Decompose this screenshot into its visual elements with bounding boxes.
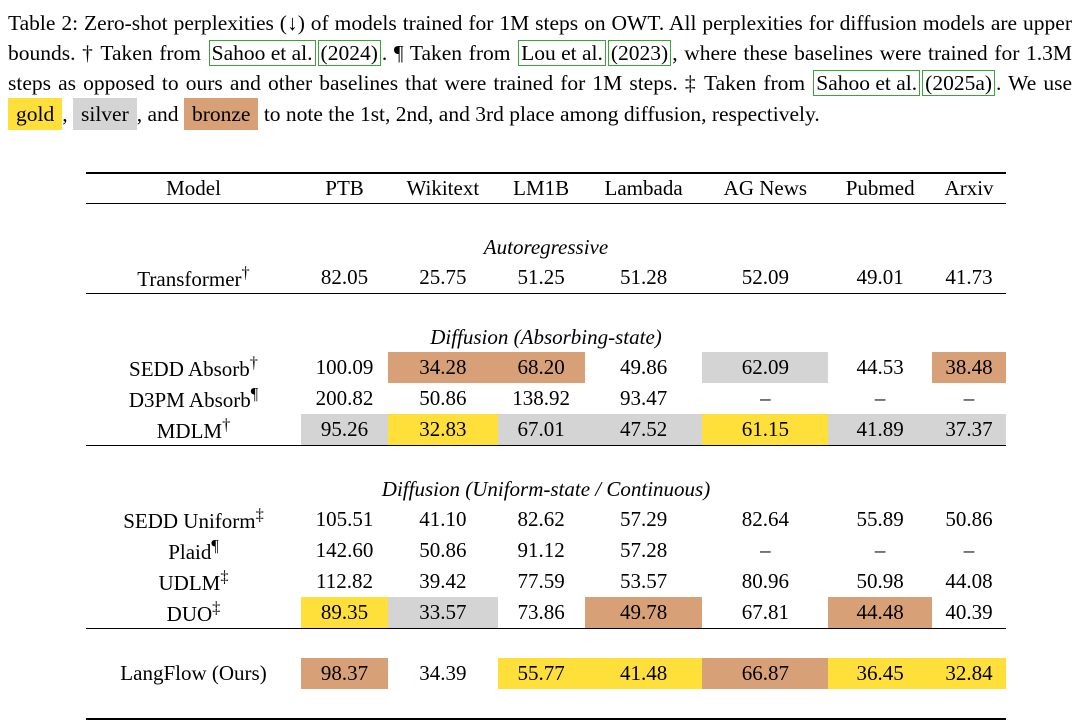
model-name-cell: Plaid¶	[168, 536, 219, 564]
metric-value-gold: 32.83	[388, 414, 498, 445]
metric-cell	[388, 597, 498, 629]
metric-cell	[828, 383, 932, 414]
metric-cell	[828, 535, 932, 566]
metric-value: –	[963, 538, 975, 562]
legend-bronze: bronze	[184, 98, 259, 130]
footnote-marker: ¶	[211, 536, 219, 555]
bottom-rule-cell	[388, 689, 498, 719]
metric-value: 53.57	[619, 569, 668, 593]
metric-value: –	[760, 386, 771, 410]
metric-value: 105.51	[315, 507, 374, 531]
metric-value: 50.86	[419, 386, 467, 410]
metric-cell	[702, 383, 828, 414]
column-header-wikitext: Wikitext	[388, 173, 498, 204]
metric-value-bronze: 38.48	[932, 352, 1006, 383]
separator-cell	[388, 446, 498, 476]
model-name-cell: SEDD Absorb†	[129, 353, 258, 381]
metric-value: 142.60	[315, 538, 374, 562]
metric-cell	[828, 414, 932, 446]
metric-cell	[585, 383, 703, 414]
separator-cell	[932, 294, 1006, 324]
metric-value-silver: 62.09	[702, 352, 828, 383]
metric-value: 82.64	[741, 507, 789, 531]
metric-value: 80.96	[741, 569, 789, 593]
metric-value-gold: 32.84	[932, 658, 1006, 689]
metric-cell	[301, 597, 388, 629]
metric-cell	[702, 566, 828, 597]
metric-cell	[388, 262, 498, 294]
table-row	[86, 535, 1006, 566]
metric-value: 138.92	[512, 386, 571, 410]
bottom-rule-cell	[828, 689, 932, 719]
column-header-arxiv: Arxiv	[932, 173, 1006, 204]
metric-cell	[932, 535, 1006, 566]
metric-value: 82.05	[320, 265, 369, 289]
table-group-separator	[86, 204, 1006, 234]
model-name-cell: Transformer†	[137, 263, 250, 291]
metric-cell	[498, 383, 585, 414]
separator-cell	[702, 294, 828, 324]
metric-value: 55.89	[856, 507, 904, 531]
table-row	[86, 262, 1006, 294]
table-head	[86, 173, 1006, 204]
metric-cell	[301, 658, 388, 689]
metric-cell	[585, 414, 703, 446]
metric-value: 73.86	[517, 600, 565, 624]
metric-value-silver: 67.01	[498, 414, 585, 445]
caption-text-3: , where these baselines were trained for 1.3M steps as opposed to ours and other baselines that were trained for 1M steps. ‡ Taken from	[8, 41, 1072, 95]
model-name-cell: SEDD Uniform‡	[123, 505, 264, 533]
metric-value-bronze: 68.20	[498, 352, 585, 383]
results-table-container	[86, 172, 1006, 720]
metric-cell	[388, 535, 498, 566]
separator-cell	[86, 446, 301, 476]
metric-cell	[498, 535, 585, 566]
citation-year-2025a[interactable]	[922, 70, 995, 96]
table-group-separator	[86, 629, 1006, 659]
bottom-rule-cell	[702, 689, 828, 719]
group-label: Diffusion (Uniform-state / Continuous)	[381, 477, 711, 501]
model-name-cell: MDLM†	[156, 415, 231, 443]
metric-cell	[498, 566, 585, 597]
metric-cell	[301, 566, 388, 597]
separator-cell	[498, 204, 585, 234]
separator-cell	[828, 629, 932, 659]
metric-cell	[702, 504, 828, 535]
bottom-rule-cell	[585, 689, 703, 719]
separator-cell	[301, 446, 388, 476]
table-caption	[0, 0, 1080, 130]
table-row	[86, 414, 1006, 446]
metric-cell	[388, 352, 498, 383]
metric-cell	[585, 597, 703, 629]
metric-cell	[702, 414, 828, 446]
metric-value: 44.53	[856, 355, 904, 379]
separator-cell	[498, 294, 585, 324]
metric-cell	[301, 352, 388, 383]
metric-cell	[932, 658, 1006, 689]
table-row	[86, 597, 1006, 629]
table-row	[86, 658, 1006, 689]
bottom-rule-cell	[932, 689, 1006, 719]
metric-value: –	[874, 538, 886, 562]
metric-value: 77.59	[517, 569, 565, 593]
bottom-rule-cell	[86, 689, 301, 719]
citation-year-text-1: (2024)	[320, 41, 378, 65]
footnote-marker: ‡	[220, 567, 229, 586]
table-row	[86, 504, 1006, 535]
metric-value-gold: 41.48	[585, 658, 703, 689]
metric-cell	[498, 414, 585, 446]
separator-cell	[388, 204, 498, 234]
metric-value: 40.39	[945, 600, 993, 624]
footnote-marker: ‡	[255, 505, 264, 524]
column-header-pubmed: Pubmed	[828, 173, 932, 204]
metric-cell	[585, 504, 703, 535]
table-row	[86, 383, 1006, 414]
bottom-rule-cell	[301, 689, 388, 719]
metric-value: 57.28	[619, 538, 668, 562]
metric-value-gold: 55.77	[498, 658, 585, 689]
metric-cell	[585, 658, 703, 689]
separator-cell	[86, 629, 301, 659]
metric-value: 200.82	[315, 386, 374, 410]
table-row	[86, 566, 1006, 597]
metric-value-silver: 33.57	[388, 597, 498, 628]
citation-lou-2023[interactable]	[518, 40, 606, 66]
caption-text-5: ,	[62, 102, 68, 126]
table-row	[86, 352, 1006, 383]
results-table	[86, 172, 1006, 720]
metric-cell	[388, 658, 498, 689]
metric-value-silver: 37.37	[932, 414, 1006, 445]
metric-cell	[585, 262, 703, 294]
metric-value-bronze: 44.48	[828, 597, 932, 628]
metric-value: 50.86	[945, 507, 993, 531]
metric-value: 41.10	[419, 507, 467, 531]
metric-value: 93.47	[619, 386, 668, 410]
metric-cell	[301, 504, 388, 535]
metric-value-silver: 41.89	[828, 414, 932, 445]
separator-cell	[828, 204, 932, 234]
metric-cell	[932, 504, 1006, 535]
citation-author-1: Sahoo et al.	[211, 41, 313, 65]
legend-silver: silver	[73, 98, 137, 130]
bottom-rule-cell	[498, 689, 585, 719]
column-header-lambada: Lambada	[585, 173, 703, 204]
metric-value: 100.09	[315, 355, 374, 379]
footnote-marker: †	[241, 263, 250, 282]
metric-cell	[702, 658, 828, 689]
metric-cell	[301, 414, 388, 446]
metric-value: 67.81	[741, 600, 789, 624]
group-label: Diffusion (Absorbing-state)	[430, 325, 662, 349]
caption-text-1: Zero-shot perplexities (↓) of models trained for 1M steps on OWT. All perplexities for diffusion models are upper bounds. † Taken from	[8, 11, 1072, 65]
metric-value-bronze: 66.87	[702, 658, 828, 689]
metric-value-bronze: 49.78	[585, 597, 703, 628]
metric-cell	[498, 597, 585, 629]
citation-sahoo-2024[interactable]	[209, 40, 316, 66]
metric-cell	[702, 262, 828, 294]
separator-cell	[932, 446, 1006, 476]
footnote-marker: ‡	[212, 598, 221, 617]
metric-cell	[301, 535, 388, 566]
metric-value: 112.82	[316, 569, 374, 593]
metric-value: –	[963, 386, 975, 410]
metric-value: 39.42	[419, 569, 467, 593]
metric-value: 52.09	[741, 265, 789, 289]
model-name-cell: D3PM Absorb¶	[128, 384, 259, 412]
metric-value-bronze: 34.28	[388, 352, 498, 383]
citation-author-3: Sahoo et al.	[816, 71, 918, 95]
separator-cell	[585, 204, 703, 234]
metric-value-gold: 89.35	[301, 597, 388, 628]
table-bottom-rule	[86, 689, 1006, 719]
metric-cell	[388, 566, 498, 597]
separator-cell	[828, 294, 932, 324]
caption-text-2: . ¶ Taken from	[381, 41, 511, 65]
separator-cell	[301, 629, 388, 659]
metric-value: –	[760, 538, 771, 562]
metric-value: 49.01	[856, 265, 904, 289]
metric-cell	[932, 597, 1006, 629]
metric-value: 50.86	[419, 538, 467, 562]
separator-cell	[388, 294, 498, 324]
caption-text-4: . We use	[996, 71, 1072, 95]
table-header-row	[86, 173, 1006, 204]
separator-cell	[498, 446, 585, 476]
metric-value: 41.73	[945, 265, 993, 289]
table-group-separator	[86, 294, 1006, 324]
metric-cell	[388, 414, 498, 446]
metric-value: 49.86	[619, 355, 668, 379]
model-name-cell: LangFlow (Ours)	[120, 661, 267, 685]
separator-cell	[932, 204, 1006, 234]
citation-sahoo-2025a[interactable]	[813, 70, 920, 96]
separator-cell	[702, 204, 828, 234]
metric-value: 91.12	[517, 538, 565, 562]
metric-cell	[585, 352, 703, 383]
table-group-label-row	[86, 233, 1006, 262]
metric-cell	[932, 262, 1006, 294]
metric-value-gold: 61.15	[702, 414, 828, 445]
metric-value: 57.29	[619, 507, 668, 531]
citation-author-2: Lou et al.	[521, 41, 603, 65]
caption-text-6: , and	[136, 102, 179, 126]
table-group-separator	[86, 446, 1006, 476]
table-group-label-row	[86, 323, 1006, 352]
metric-cell	[932, 352, 1006, 383]
separator-cell	[86, 294, 301, 324]
metric-cell	[388, 383, 498, 414]
legend-gold: gold	[8, 98, 62, 130]
group-label: Autoregressive	[483, 235, 609, 259]
model-name-cell: UDLM‡	[158, 567, 229, 595]
metric-cell	[932, 383, 1006, 414]
separator-cell	[86, 204, 301, 234]
metric-cell	[932, 566, 1006, 597]
table-group-label-row	[86, 475, 1006, 504]
separator-cell	[932, 629, 1006, 659]
separator-cell	[301, 204, 388, 234]
metric-cell	[301, 383, 388, 414]
separator-cell	[702, 446, 828, 476]
separator-cell	[585, 446, 703, 476]
metric-cell	[585, 566, 703, 597]
caption-label: Table 2:	[8, 11, 79, 35]
metric-cell	[498, 262, 585, 294]
table-body	[86, 204, 1006, 720]
citation-year-text-3: (2025a)	[925, 71, 993, 95]
metric-cell	[828, 352, 932, 383]
metric-cell	[498, 658, 585, 689]
metric-value: 44.08	[945, 569, 993, 593]
footnote-marker: ¶	[250, 384, 259, 403]
metric-cell	[388, 504, 498, 535]
caption-text-7: to note the 1st, 2nd, and 3rd place among diffusion, respectively.	[263, 102, 820, 126]
separator-cell	[498, 629, 585, 659]
citation-year-text-2: (2023)	[610, 41, 669, 65]
separator-cell	[301, 294, 388, 324]
separator-cell	[388, 629, 498, 659]
metric-cell	[498, 504, 585, 535]
column-header-model: Model	[86, 173, 301, 204]
column-header-lm1b: LM1B	[498, 173, 585, 204]
footnote-marker: †	[249, 353, 258, 372]
separator-cell	[585, 629, 703, 659]
metric-value: 82.62	[517, 507, 565, 531]
metric-value-silver: 95.26	[301, 414, 388, 445]
metric-cell	[702, 535, 828, 566]
metric-cell	[828, 504, 932, 535]
metric-value: –	[874, 386, 886, 410]
metric-cell	[828, 597, 932, 629]
metric-cell	[498, 352, 585, 383]
metric-value: 51.25	[517, 265, 565, 289]
metric-cell	[828, 566, 932, 597]
citation-year-2023[interactable]	[608, 40, 671, 66]
metric-cell	[702, 597, 828, 629]
metric-value-silver: 47.52	[585, 414, 703, 445]
metric-value-gold: 36.45	[828, 658, 932, 689]
metric-cell	[585, 535, 703, 566]
metric-value: 34.39	[419, 661, 467, 685]
metric-cell	[932, 414, 1006, 446]
metric-value-bronze: 98.37	[301, 658, 388, 689]
separator-cell	[828, 446, 932, 476]
metric-value: 50.98	[856, 569, 904, 593]
metric-cell	[301, 262, 388, 294]
metric-value: 25.75	[419, 265, 467, 289]
separator-cell	[585, 294, 703, 324]
metric-cell	[702, 352, 828, 383]
column-header-ptb: PTB	[301, 173, 388, 204]
model-name-cell: DUO‡	[166, 598, 221, 626]
column-header-agnews: AG News	[702, 173, 828, 204]
metric-value: 51.28	[619, 265, 668, 289]
metric-cell	[828, 658, 932, 689]
separator-cell	[702, 629, 828, 659]
metric-cell	[828, 262, 932, 294]
footnote-marker: †	[222, 415, 231, 434]
citation-year-2024[interactable]	[318, 40, 381, 66]
